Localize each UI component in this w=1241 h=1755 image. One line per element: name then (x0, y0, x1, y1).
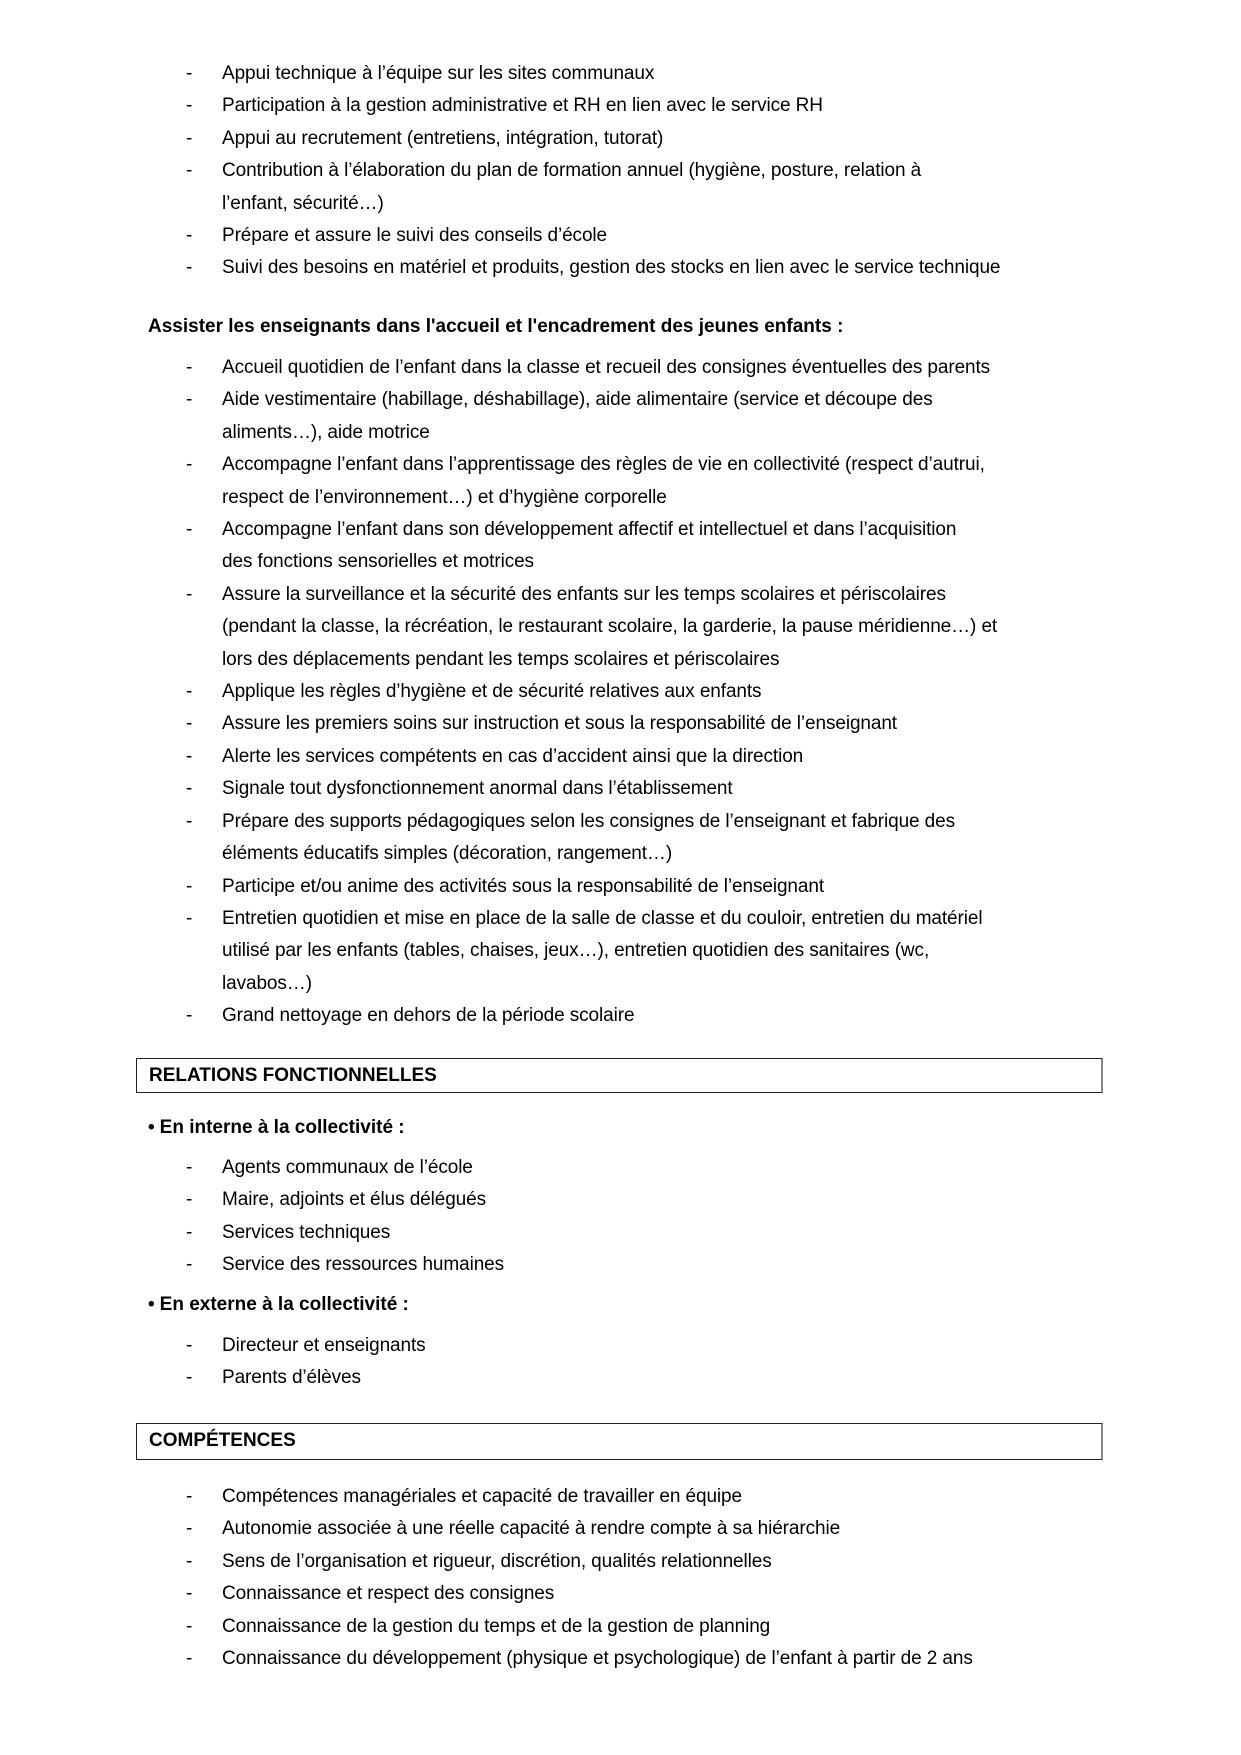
list-item (0, 1249, 1102, 1281)
list-item-text-line: Prépare et assure le suivi des conseils d’école (222, 225, 608, 247)
list-item-text-line: (pendant la classe, la récréation, le restaurant scolaire, la garderie, la pause méridienne…) et (222, 616, 998, 638)
list-item-text-line: Services techniques (222, 1221, 391, 1243)
dash-marker-icon: - (186, 389, 193, 411)
list-item (0, 1330, 1102, 1362)
dash-marker-icon: - (186, 127, 193, 149)
list-item-text-line: Maire, adjoints et élus délégués (222, 1189, 487, 1211)
list-item-text-line: Prépare des supports pédagogiques selon les consignes de l’enseignant et fabrique des (222, 810, 956, 832)
list-item (0, 1578, 1102, 1610)
interne-heading (148, 1112, 405, 1144)
dash-marker-icon: - (186, 1615, 193, 1637)
list-item (0, 708, 1102, 740)
dash-marker-icon: - (186, 95, 193, 117)
list-item (0, 58, 1102, 90)
list-item-text-line: Directeur et enseignants (222, 1335, 426, 1356)
list-item-text-line: Suivi des besoins en matériel et produits, gestion des stocks en lien avec le service technique (222, 257, 1001, 279)
dash-marker-icon: - (186, 1335, 193, 1356)
list-item-text-line: Signale tout dysfonctionnement anormal dans l’établissement (222, 778, 733, 800)
list-item-text-line: Accompagne l’enfant dans l’apprentissage des règles de vie en collectivité (respect d’autrui, (222, 454, 985, 476)
list-item (0, 806, 1102, 871)
list-item-text-line: Applique les règles d’hygiène et de sécurité relatives aux enfants (222, 681, 762, 703)
list-item-text-line: utilisé par les enfants (tables, chaises, jeux…), entretien quotidien des sanitaires (wc, (222, 940, 930, 962)
list-item-text-line: Entretien quotidien et mise en place de la salle de classe et du couloir, entretien du matériel (222, 907, 983, 929)
list-item (0, 123, 1102, 155)
list-item (0, 1362, 1102, 1394)
dash-marker-icon: - (186, 810, 193, 832)
list-item (0, 1643, 1102, 1675)
list-item (0, 1184, 1102, 1216)
list-item-text-line: éléments éducatifs simples (décoration, rangement…) (222, 843, 673, 865)
list-item-text-line: lavabos…) (222, 972, 312, 994)
list-item-text-line: Alerte les services compétents en cas d’accident ainsi que la direction (222, 745, 804, 767)
dash-marker-icon: - (186, 1550, 193, 1572)
missions-management-list (0, 58, 1102, 285)
list-item-text-line: lors des déplacements pendant les temps scolaires et périscolaires (222, 648, 780, 670)
dash-marker-icon: - (186, 907, 193, 929)
list-item-text-line: Appui technique à l’équipe sur les sites communaux (222, 63, 655, 84)
externe-list (0, 1330, 1102, 1395)
list-item (0, 352, 1102, 384)
competences-section-title: COMPÉTENCES (149, 1430, 296, 1451)
externe-heading (148, 1289, 409, 1321)
dash-marker-icon: - (186, 1518, 193, 1540)
externe-heading-label: En externe à la collectivité : (159, 1294, 409, 1315)
bullet-icon: • (148, 1294, 155, 1315)
dash-marker-icon: - (186, 713, 193, 735)
dash-marker-icon: - (186, 257, 193, 279)
list-item-text-line: Assure la surveillance et la sécurité des enfants sur les temps scolaires et périscolaires (222, 583, 946, 605)
list-item-text-line: l’enfant, sécurité…) (222, 192, 384, 214)
list-item-text-line: Connaissance de la gestion du temps et de la gestion de planning (222, 1615, 771, 1637)
list-item (0, 1513, 1102, 1545)
list-item-text-line: Parents d’élèves (222, 1367, 361, 1389)
list-item-text-line: respect de l’environnement…) et d’hygiène corporelle (222, 486, 667, 508)
list-item (0, 384, 1102, 449)
dash-marker-icon: - (186, 1254, 193, 1276)
list-item-text-line: Connaissance du développement (physique et psychologique) de l’enfant à partir de 2 ans (222, 1648, 973, 1670)
dash-marker-icon: - (186, 1583, 193, 1605)
list-item-text-line: Aide vestimentaire (habillage, déshabillage), aide alimentaire (service et découpe des (222, 389, 933, 411)
list-item (0, 252, 1102, 284)
list-item (0, 220, 1102, 252)
list-item-text-line: Participation à la gestion administrative et RH en lien avec le service RH (222, 95, 823, 117)
interne-heading-label: En interne à la collectivité : (159, 1117, 405, 1138)
dash-marker-icon: - (186, 1486, 193, 1507)
list-item-text-line: Agents communaux de l’école (222, 1157, 473, 1178)
dash-marker-icon: - (186, 1157, 193, 1178)
list-item (0, 1217, 1102, 1249)
dash-marker-icon: - (186, 583, 193, 605)
list-item (0, 155, 1102, 220)
list-item (0, 1000, 1102, 1032)
dash-marker-icon: - (186, 1367, 193, 1389)
list-item (0, 1611, 1102, 1643)
dash-marker-icon: - (186, 1221, 193, 1243)
list-item-text-line: Sens de l’organisation et rigueur, discrétion, qualités relationnelles (222, 1550, 772, 1572)
assister-heading: Assister les enseignants dans l'accueil et l'encadrement des jeunes enfants : (148, 316, 844, 337)
list-item-text-line: Connaissance et respect des consignes (222, 1583, 555, 1605)
list-item (0, 773, 1102, 805)
list-item (0, 676, 1102, 708)
dash-marker-icon: - (186, 1648, 193, 1670)
dash-marker-icon: - (186, 1189, 193, 1211)
dash-marker-icon: - (186, 160, 193, 182)
list-item-text-line: Appui au recrutement (entretiens, intégration, tutorat) (222, 127, 664, 149)
list-item (0, 903, 1102, 1000)
list-item (0, 871, 1102, 903)
dash-marker-icon: - (186, 778, 193, 800)
dash-marker-icon: - (186, 63, 193, 84)
list-item (0, 741, 1102, 773)
dash-marker-icon: - (186, 745, 193, 767)
list-item-text-line: Compétences managériales et capacité de travailler en équipe (222, 1486, 742, 1507)
list-item (0, 90, 1102, 122)
list-item (0, 1481, 1102, 1513)
list-item-text-line: Accueil quotidien de l’enfant dans la classe et recueil des consignes éventuelles des parents (222, 357, 991, 378)
list-item-text-line: Grand nettoyage en dehors de la période scolaire (222, 1005, 635, 1027)
dash-marker-icon: - (186, 225, 193, 247)
list-item-text-line: des fonctions sensorielles et motrices (222, 551, 534, 573)
dash-marker-icon: - (186, 681, 193, 703)
relations-section-title: RELATIONS FONCTIONNELLES (149, 1065, 437, 1086)
list-item (0, 514, 1102, 579)
list-item (0, 449, 1102, 514)
list-item (0, 1152, 1102, 1184)
assister-list (0, 352, 1102, 1033)
competences-section-box (136, 1423, 1103, 1460)
dash-marker-icon: - (186, 1005, 193, 1027)
list-item-text-line: Service des ressources humaines (222, 1254, 505, 1276)
dash-marker-icon: - (186, 357, 193, 378)
dash-marker-icon: - (186, 519, 193, 541)
list-item-text-line: Assure les premiers soins sur instruction et sous la responsabilité de l’enseignant (222, 713, 897, 735)
list-item-text-line: Participe et/ou anime des activités sous la responsabilité de l’enseignant (222, 875, 825, 897)
interne-list (0, 1152, 1102, 1282)
list-item-text-line: Contribution à l’élaboration du plan de formation annuel (hygiène, posture, relation à (222, 160, 922, 182)
dash-marker-icon: - (186, 454, 193, 476)
list-item (0, 579, 1102, 676)
dash-marker-icon: - (186, 875, 193, 897)
relations-section-box (136, 1058, 1103, 1093)
list-item-text-line: aliments…), aide motrice (222, 421, 430, 443)
bullet-icon: • (148, 1117, 155, 1138)
list-item-text-line: Autonomie associée à une réelle capacité à rendre compte à sa hiérarchie (222, 1518, 841, 1540)
competences-list (0, 1481, 1102, 1675)
list-item-text-line: Accompagne l’enfant dans son développement affectif et intellectuel et dans l’acquisition (222, 519, 957, 541)
list-item (0, 1546, 1102, 1578)
